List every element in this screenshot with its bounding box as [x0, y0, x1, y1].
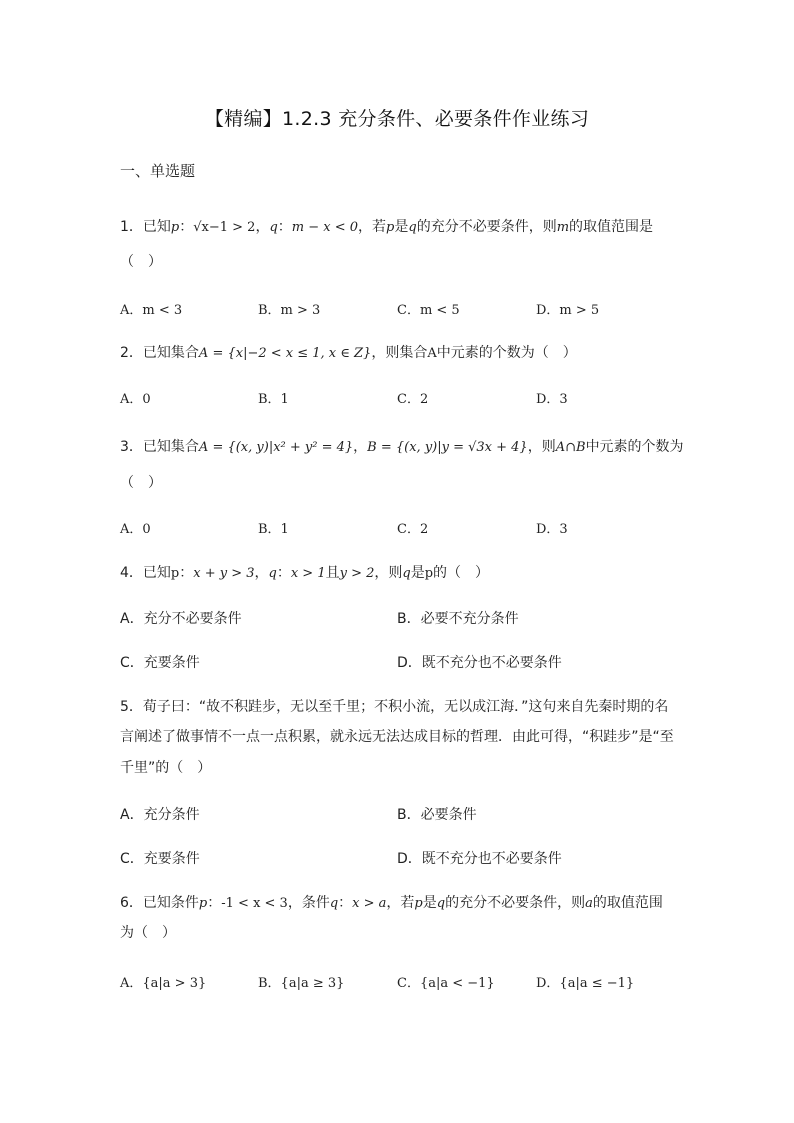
q2-option-c[interactable]: C．2 [397, 392, 429, 407]
q6-condition-q: x > a [352, 896, 387, 911]
q3-set-b: B = {(x, y)|y = √3x + 4} [367, 440, 528, 455]
q1-var-p: p [170, 220, 180, 235]
q5-option-d[interactable]: D．既不充分也不必要条件 [397, 851, 562, 867]
q4-condition-q-2: y > 2 [339, 566, 375, 581]
q6-text-is: 是 [422, 895, 437, 911]
q6-text-2: ，条件 [287, 895, 330, 911]
q5-option-b[interactable]: B．必要条件 [397, 807, 477, 823]
q3-text-3: 中元素的个数为 [585, 439, 684, 455]
q6-option-d[interactable]: D．{a|a ≤ −1} [536, 976, 635, 991]
question-5-line-3: 千里”的（ ） [120, 760, 212, 776]
section-heading: 一、单选题 [120, 162, 196, 180]
q4-colon: ： [179, 565, 194, 581]
question-5-options-row-1 [120, 804, 720, 826]
q4-text-3: 的（ ） [433, 565, 490, 581]
q1-separator: ， [255, 219, 270, 235]
q6-text: 6．已知条件 [120, 895, 199, 911]
q2-option-a[interactable]: A．0 [120, 392, 151, 407]
q4-text-is: 是 [410, 565, 425, 581]
question-4-line-1 [120, 558, 489, 589]
q1-text: ，若 [358, 219, 387, 235]
q2-var-a: A [427, 346, 437, 361]
q4-text-2: ，则 [374, 565, 403, 581]
q2-option-b[interactable]: B．1 [258, 392, 289, 407]
q6-colon: ： [207, 895, 222, 911]
q4-option-d[interactable]: D．既不充分也不必要条件 [397, 655, 562, 671]
q2-text: 2．已知集合 [120, 345, 199, 361]
q6-var-p-2: p [414, 896, 423, 911]
question-4-options-row-1 [120, 608, 720, 630]
q6-text-4: 的充分不必要条件，则 [445, 895, 586, 911]
q4-option-a[interactable]: A．充分不必要条件 [120, 611, 242, 627]
question-2-line-1 [120, 338, 577, 369]
q1-prefix: 1．已知 [120, 219, 171, 235]
question-3-line-1 [120, 432, 684, 463]
q4-and: 且 [325, 565, 340, 581]
q3-intersection: A∩B [555, 440, 586, 455]
q5-option-c[interactable]: C．充要条件 [120, 851, 200, 867]
q1-option-a[interactable]: A．m < 3 [120, 303, 183, 318]
q1-var-q: q [269, 220, 278, 235]
q1-option-d[interactable]: D．m > 5 [536, 303, 600, 318]
question-1-options [120, 299, 720, 321]
q6-option-a[interactable]: A．{a|a > 3} [120, 976, 207, 991]
q4-option-c[interactable]: C．充要条件 [120, 655, 200, 671]
q4-colon-2: ： [276, 565, 291, 581]
q3-option-c[interactable]: C．2 [397, 522, 429, 537]
q6-colon-2: ： [338, 895, 353, 911]
question-3-options [120, 518, 720, 540]
question-5-line-1: 5．荀子曰：“故不积跬步，无以至千里；不积小流，无以成江海．”这句来自先秦时期的名 [120, 699, 669, 715]
q4-var-p: p [170, 566, 180, 581]
q1-colon-2: ： [277, 219, 292, 235]
q3-text: 3．已知集合 [120, 439, 199, 455]
q3-option-a[interactable]: A．0 [120, 522, 151, 537]
q2-text-3: 中元素的个数为（ ） [436, 345, 577, 361]
question-5-options-row-2 [120, 848, 720, 870]
question-6-line-2: 为（ ） [120, 925, 176, 941]
q6-var-p: p [198, 896, 208, 911]
q1-colon: ： [179, 219, 194, 235]
question-3-line-2: （ ） [120, 475, 162, 491]
q1-var-m: m [556, 220, 570, 235]
q2-set-a: A = {x|−2 < x ≤ 1, x ∈ Z} [198, 346, 372, 361]
q4-separator: ， [254, 565, 269, 581]
q6-text-5: 的取值范围 [592, 895, 663, 911]
question-5-line-2: 言阐述了做事情不一点一点积累，就永远无法达成目标的哲理．由此可得，“积跬步”是“至 [120, 729, 674, 745]
q6-condition-p: -1 < x < 3 [221, 896, 288, 911]
q1-condition-p: √x−1 > 2 [193, 220, 256, 235]
q1-text-tail-2: 的取值范围是 [569, 219, 654, 235]
q4-condition-q-1: x > 1 [290, 566, 326, 581]
question-6-options [120, 972, 720, 994]
q1-var-q-2: q [408, 220, 417, 235]
q4-option-b[interactable]: B．必要不充分条件 [397, 611, 519, 627]
q3-separator: ， [353, 439, 368, 455]
q3-set-a: A = {(x, y)|x² + y² = 4} [198, 440, 354, 455]
q2-text-2: ，则集合 [371, 345, 428, 361]
q2-option-d[interactable]: D．3 [536, 392, 568, 407]
question-6-line-1 [120, 888, 663, 919]
q1-text-is: 是 [394, 219, 409, 235]
q5-option-a[interactable]: A．充分条件 [120, 807, 200, 823]
q6-option-b[interactable]: B．{a|a ≥ 3} [258, 976, 345, 991]
q6-var-a: a [585, 896, 593, 911]
q1-option-b[interactable]: B．m > 3 [258, 303, 321, 318]
question-1-line-1 [120, 212, 653, 243]
q6-option-c[interactable]: C．{a|a < −1} [397, 976, 495, 991]
q1-text-tail: 的充分不必要条件，则 [416, 219, 557, 235]
q4-condition-p: x + y > 3 [193, 566, 255, 581]
q6-var-q: q [329, 896, 339, 911]
q4-var-q: q [268, 566, 277, 581]
page-title: 【精编】1.2.3 充分条件、必要条件作业练习 [204, 108, 590, 130]
question-2-options [120, 388, 720, 410]
q1-condition-q: m − x < 0 [291, 220, 359, 235]
q3-text-2: ，则 [527, 439, 556, 455]
q4-var-p-2: p [424, 566, 434, 581]
q6-text-3: ，若 [386, 895, 415, 911]
q1-option-c[interactable]: C．m < 5 [397, 303, 460, 318]
q6-var-q-2: q [436, 896, 446, 911]
q1-var-p-2: p [386, 220, 395, 235]
q4-text: 4．已知 [120, 565, 171, 581]
q4-var-q-2: q [402, 566, 411, 581]
question-1-line-2: （ ） [120, 254, 162, 270]
q3-option-b[interactable]: B．1 [258, 522, 289, 537]
q3-option-d[interactable]: D．3 [536, 522, 568, 537]
question-4-options-row-2 [120, 652, 720, 674]
